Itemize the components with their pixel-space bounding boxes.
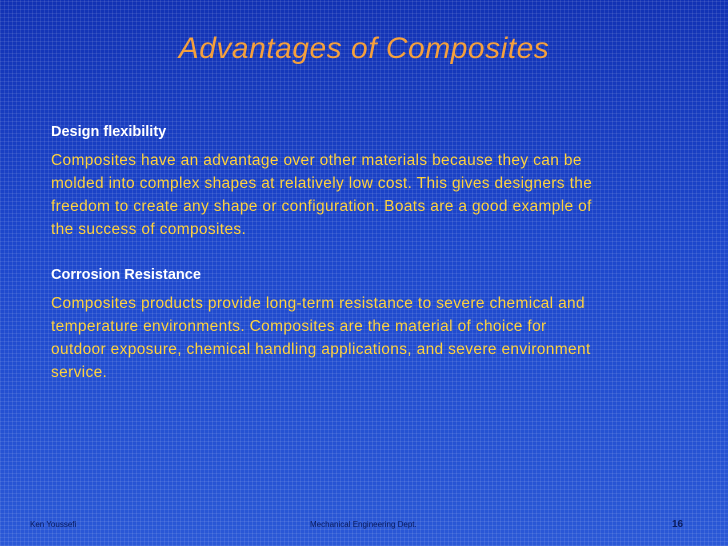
body-line: temperature environments. Composites are the material of choice for [51,318,547,335]
slide-title: Advantages of Composites [178,32,550,65]
body-line: Composites products provide long-term resistance to severe chemical and [51,295,586,312]
section-heading: Design flexibility [51,124,167,140]
body-line: the success of composites. [51,221,247,238]
page-number: 16 [672,519,684,530]
section-heading: Corrosion Resistance [51,267,201,283]
section-body [51,292,671,384]
body-line: service. [51,364,108,381]
section-body [51,149,671,241]
body-line: Composites have an advantage over other materials because they can be [51,152,582,169]
body-line: molded into complex shapes at relatively low cost. This gives designers the [51,175,593,192]
footer-department: Mechanical Engineering Dept. [310,520,417,529]
section-corrosion-resistance [51,266,671,384]
footer-author: Ken Youssefi [30,520,77,529]
section-design-flexibility [51,123,671,241]
body-line: outdoor exposure, chemical handling applications, and severe environment [51,341,591,358]
body-line: freedom to create any shape or configuration. Boats are a good example of [51,198,592,215]
